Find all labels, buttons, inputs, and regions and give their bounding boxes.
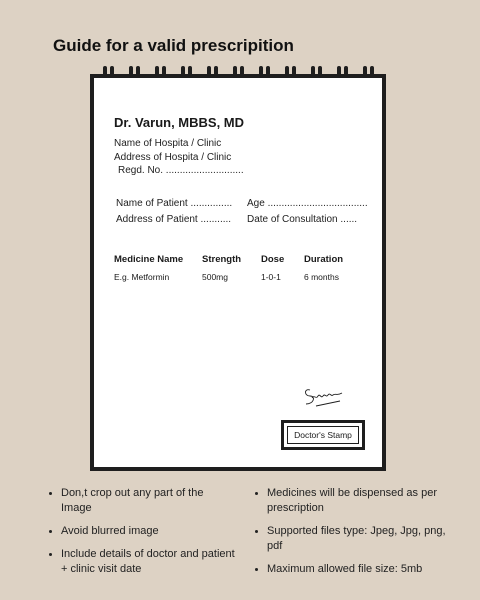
guideline-item: • Don,t crop out any part of the Image	[61, 486, 237, 516]
prescription-notepad	[90, 74, 386, 471]
header-dose: Dose	[261, 254, 285, 265]
guideline-item: • Avoid blurred image	[61, 524, 237, 539]
doctor-name: Dr. Varun, MBBS, MD	[114, 115, 245, 130]
consultation-date-field: Date of Consultation ......	[247, 214, 358, 225]
patient-name-field: Name of Patient ...............	[116, 198, 233, 209]
guidelines-left-list	[47, 486, 237, 585]
signature	[300, 384, 348, 413]
registration-number: Regd. No. ............................	[118, 165, 244, 176]
guidelines-right-list	[253, 486, 453, 585]
guideline-item: • Supported files type: Jpeg, Jpg, png, pdf	[267, 524, 453, 554]
hospital-address: Address of Hospita / Clinic	[114, 152, 232, 163]
header-medicine-name: Medicine Name	[114, 254, 184, 265]
patient-address-field: Address of Patient ...........	[116, 214, 232, 225]
cell-duration: 6 months	[304, 272, 339, 282]
header-duration: Duration	[304, 254, 344, 265]
guideline-item: • Maximum allowed file size: 5mb	[267, 562, 453, 577]
signature-icon	[300, 384, 348, 408]
guideline-item: • Medicines will be dispensed as per prescription	[267, 486, 453, 516]
cell-dose: 1-0-1	[261, 272, 281, 282]
page-title: Guide for a valid prescripition	[53, 36, 294, 55]
hospital-name: Name of Hospita / Clinic	[114, 138, 222, 149]
cell-medicine-name: E.g. Metformin	[114, 272, 170, 282]
age-field: Age ....................................	[247, 198, 368, 209]
header-strength: Strength	[202, 254, 242, 265]
cell-strength: 500mg	[202, 272, 228, 282]
guideline-item: • Include details of doctor and patient + clinic visit date	[61, 547, 237, 577]
doctor-stamp	[281, 420, 365, 450]
doctor-stamp-label: Doctor's Stamp	[287, 426, 359, 444]
